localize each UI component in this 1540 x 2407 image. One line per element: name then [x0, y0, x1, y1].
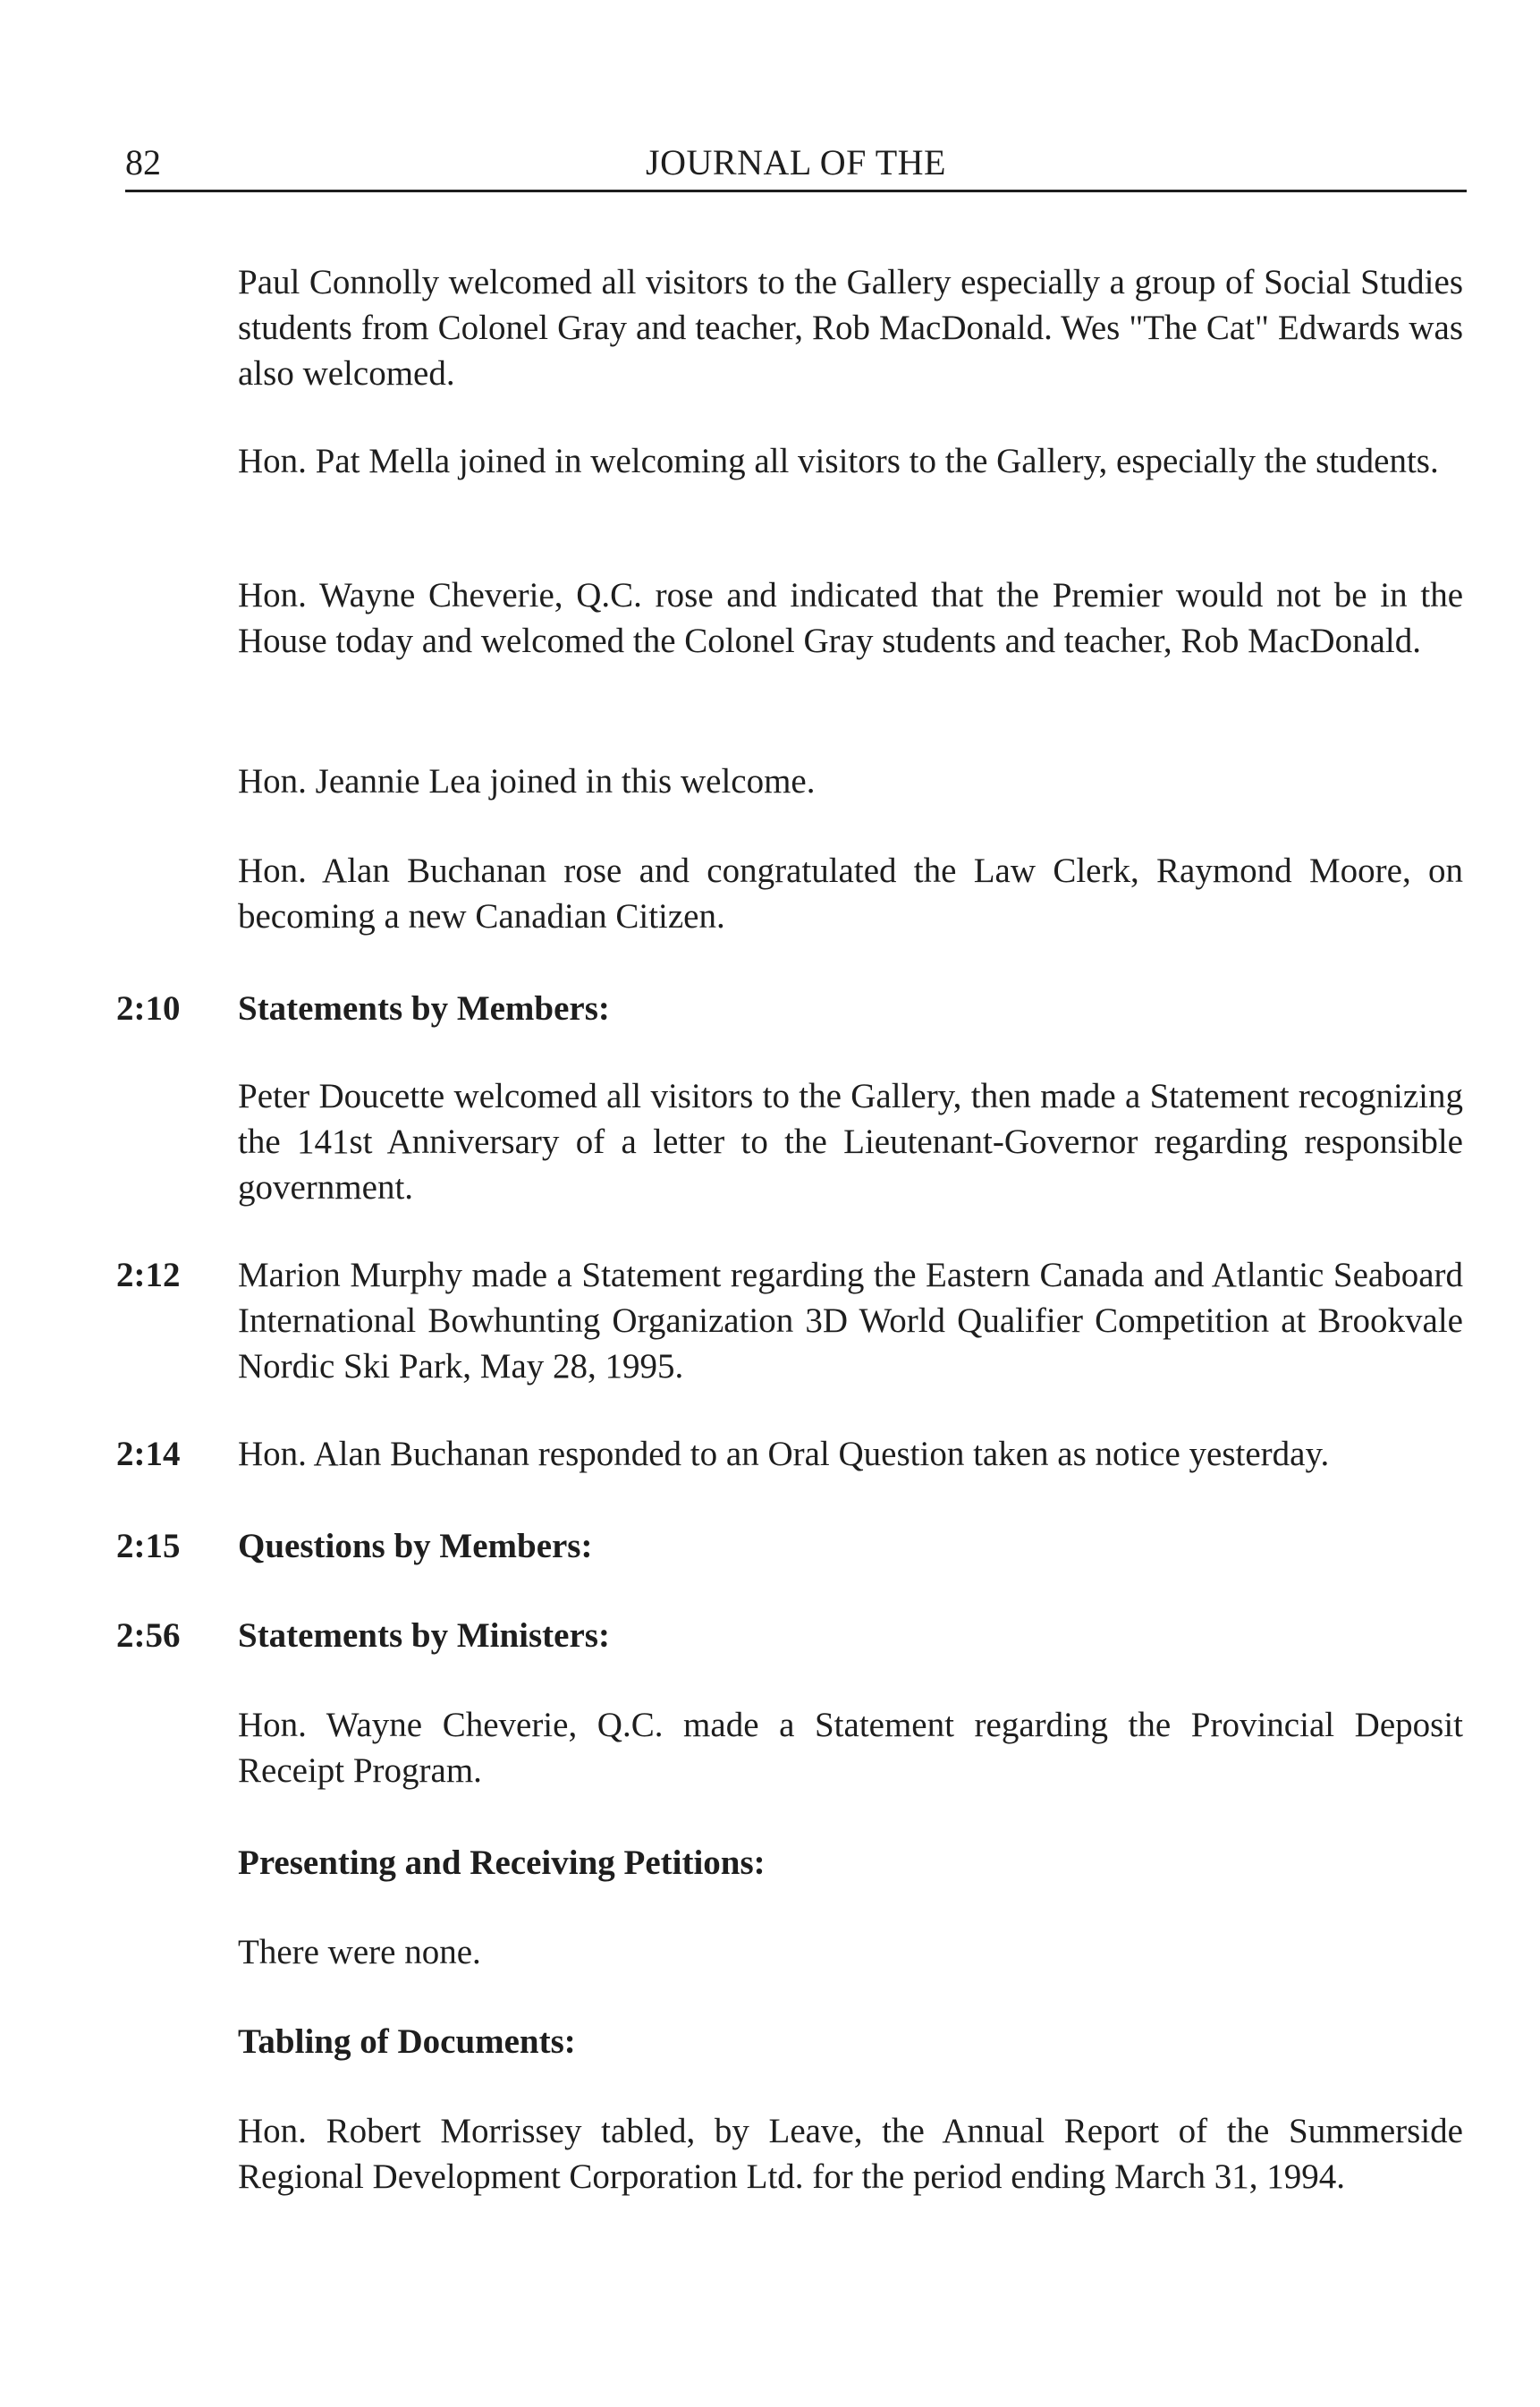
section-heading-petitions: Presenting and Receiving Petitions:	[238, 1843, 766, 1882]
section-heading-statements-by-members: Statements by Members:	[238, 989, 610, 1028]
page-header	[125, 134, 1467, 188]
paragraph-no-petitions: There were none.	[238, 1933, 481, 1971]
paragraph-lea-welcome: Hon. Jeannie Lea joined in this welcome.	[238, 762, 816, 801]
time-stamp: 2:15	[116, 1527, 181, 1565]
time-stamp: 2:12	[116, 1256, 181, 1294]
paragraph-cheverie-welcome: Hon. Wayne Cheverie, Q.C. rose and indicated that the Premier would not be in the House today and welcomed the Colonel Gray students and teacher, Rob MacDonald.	[238, 576, 1463, 660]
time-stamp: 2:56	[116, 1616, 181, 1655]
section-heading-questions-by-members: Questions by Members:	[238, 1527, 593, 1565]
paragraph-murphy-statement: Marion Murphy made a Statement regarding the Eastern Canada and Atlantic Seaboard International Bowhunting Organization 3D World Qualifier Competition at Brookvale Nordic Ski Park, May 28, 1995.	[238, 1256, 1463, 1386]
time-stamp: 2:14	[116, 1435, 181, 1473]
paragraph-doucette-statement: Peter Doucette welcomed all visitors to the Gallery, then made a Statement recognizing the 141st Anniversary of a letter to the Lieutenant-Governor regarding responsible government.	[238, 1077, 1463, 1207]
paragraph-buchanan-congratulations: Hon. Alan Buchanan rose and congratulated the Law Clerk, Raymond Moore, on becoming a new Canadian Citizen.	[238, 852, 1463, 936]
section-heading-statements-by-ministers: Statements by Ministers:	[238, 1616, 610, 1655]
paragraph-morrissey-tabling: Hon. Robert Morrissey tabled, by Leave, the Annual Report of the Summerside Regional Development Corporation Ltd. for the period ending March 31, 1994.	[238, 2112, 1463, 2196]
paragraph-buchanan-oral-question: Hon. Alan Buchanan responded to an Oral Question taken as notice yesterday.	[238, 1435, 1330, 1473]
page-number: 82	[125, 142, 161, 182]
paragraph-connolly-welcome: Paul Connolly welcomed all visitors to the Gallery especially a group of Social Studies students from Colonel Gray and teacher, Rob MacDonald. Wes "The Cat" Edwards was also welcomed.	[238, 263, 1463, 393]
section-heading-tabling-of-documents: Tabling of Documents:	[238, 2022, 576, 2061]
paragraph-cheverie-statement: Hon. Wayne Cheverie, Q.C. made a Statement regarding the Provincial Deposit Receipt Program.	[238, 1706, 1463, 1790]
time-stamp: 2:10	[116, 989, 181, 1028]
paragraph-mella-welcome: Hon. Pat Mella joined in welcoming all visitors to the Gallery, especially the students.	[238, 442, 1439, 480]
running-head: JOURNAL OF THE	[646, 142, 946, 182]
header-rule	[125, 190, 1467, 192]
